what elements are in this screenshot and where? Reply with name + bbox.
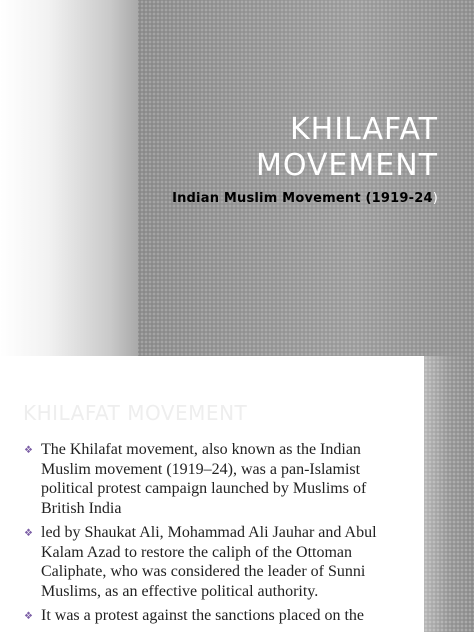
- bullet-item: [24, 440, 396, 518]
- diamond-bullet-icon: ❖: [24, 528, 33, 539]
- slide-subtitle: [172, 191, 438, 206]
- texture-strip: [424, 356, 474, 632]
- gradient-panel: [0, 0, 138, 356]
- bullet-text: led by Shaukat Ali, Mohammad Ali Jauhar and Abul Kalam Azad to restore the caliph of the Ottoman Caliphate, who was considered the leader of Sunni Muslims, as an effective political authority.: [41, 524, 377, 600]
- slide-title-line-1: KHILAFAT: [289, 112, 438, 147]
- content-slide: [0, 356, 474, 632]
- diamond-bullet-icon: ❖: [24, 445, 33, 456]
- bullet-text: The Khilafat movement, also known as the Indian Muslim movement (1919–24), was a pan-Islamist political protest campaign launched by Muslims of British India: [41, 441, 367, 517]
- bullet-list: [24, 440, 396, 631]
- slide-title-line-2: MOVEMENT: [255, 148, 438, 183]
- bullet-text: It was a protest against the sanctions placed on the: [41, 607, 365, 624]
- bullet-item: [24, 523, 396, 601]
- slide-heading: KHILAFAT MOVEMENT: [23, 401, 248, 425]
- subtitle-text: Indian Muslim Movement (1919-24: [172, 191, 433, 206]
- subtitle-close-paren: ): [432, 191, 438, 206]
- bullet-item: [24, 606, 396, 626]
- slide-title: [256, 112, 438, 184]
- diamond-bullet-icon: ❖: [24, 611, 33, 622]
